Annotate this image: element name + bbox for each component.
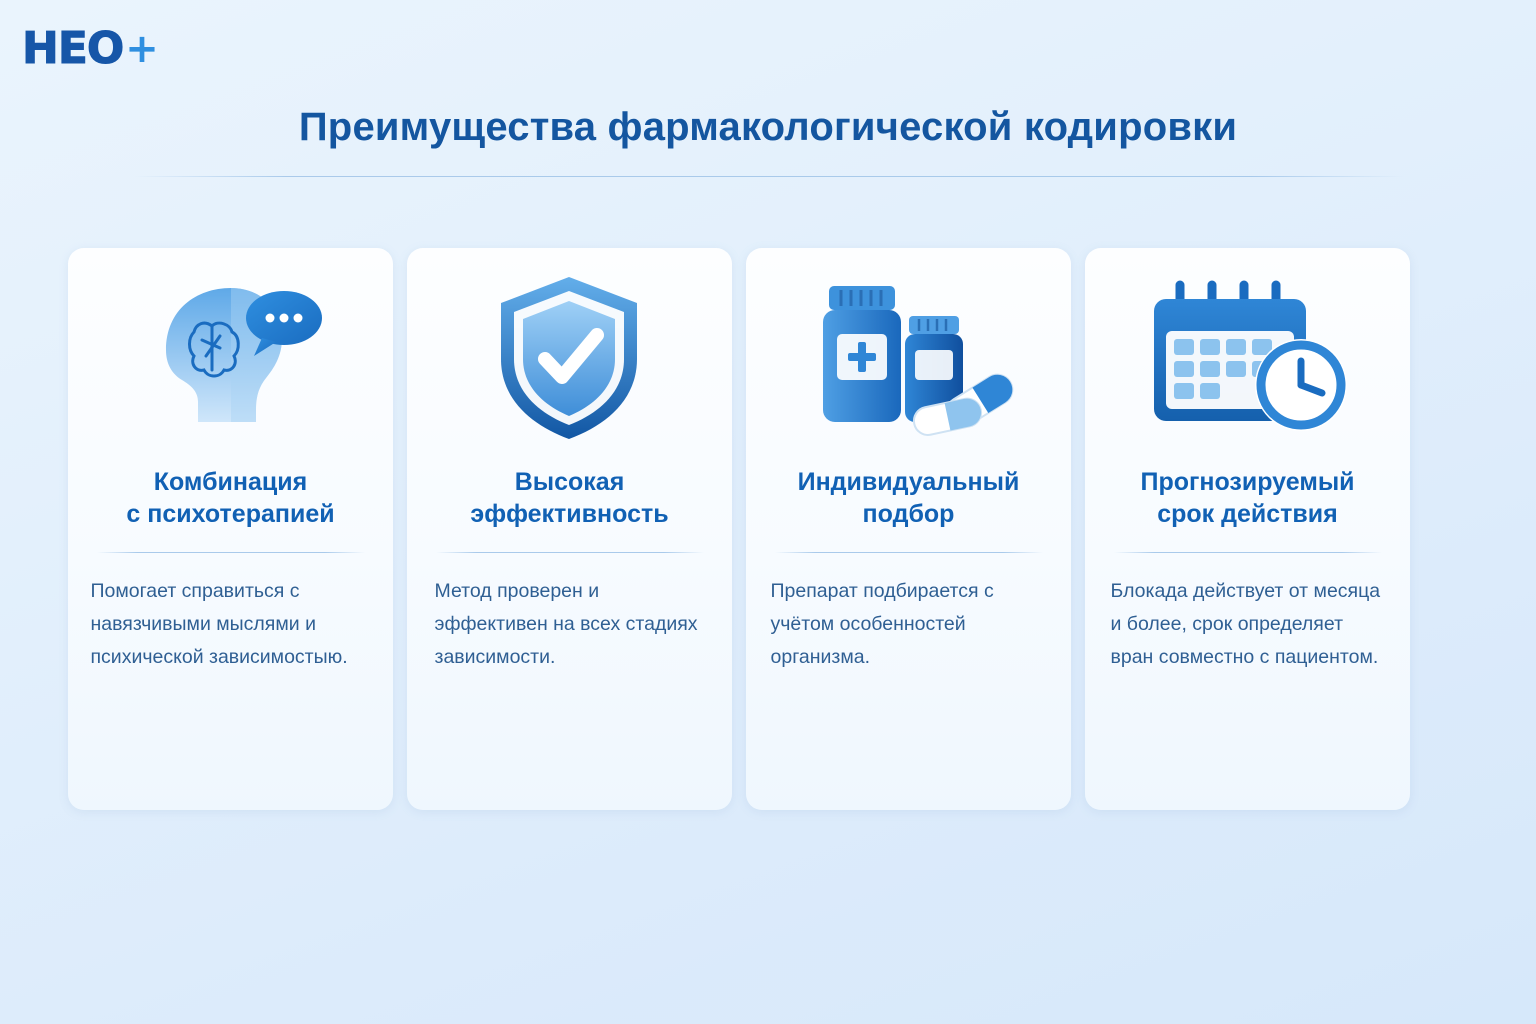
benefit-card-predictable-duration [1085, 248, 1410, 810]
card-description: Препарат подбирается с учётом особенностей организма. [770, 580, 994, 668]
card-title [126, 466, 334, 538]
card-title [470, 466, 668, 538]
card-divider [436, 552, 704, 553]
title-divider [133, 176, 1403, 177]
calendar-clock-icon [1099, 248, 1396, 466]
card-divider [97, 552, 365, 553]
card-divider [1114, 552, 1382, 553]
card-title-line2: подбор [862, 500, 955, 528]
card-title [1140, 466, 1354, 538]
brand-plus-icon: + [125, 26, 159, 72]
card-description: Метод проверен и эффективен на всех стадиях зависимости. [434, 580, 698, 668]
card-title-line1: Высокая [514, 468, 625, 496]
medicine-bottles-capsules-icon [760, 248, 1057, 466]
card-divider [775, 552, 1043, 553]
shield-check-icon [421, 248, 718, 466]
brand-name: HEO [22, 23, 124, 74]
brand-logo [22, 22, 159, 76]
card-title-line1: Индивидуальный [797, 468, 1020, 496]
benefits-card-list [68, 248, 1468, 810]
card-description: Помогает справиться с навязчивыми мыслями и психической зависимостыю. [90, 580, 348, 668]
card-description: Блокада действует от месяца и более, срок определяет вран совместно с пациентом. [1110, 580, 1381, 668]
card-title-line2: эффективность [470, 500, 669, 528]
page-header [0, 105, 1536, 177]
card-title [798, 466, 1020, 538]
head-brain-speech-bubble-icon [82, 248, 379, 466]
card-title-line2: с психотерапией [126, 500, 335, 528]
card-title-line1: Комбинация [153, 468, 308, 496]
card-title-line1: Прогнозируемый [1140, 468, 1355, 496]
card-title-line2: срок действия [1157, 500, 1338, 528]
benefit-card-effectiveness [407, 248, 732, 810]
benefit-card-combination [68, 248, 393, 810]
page-title: Преимущества фармакологической кодировки [298, 105, 1238, 149]
benefit-card-individual-selection [746, 248, 1071, 810]
